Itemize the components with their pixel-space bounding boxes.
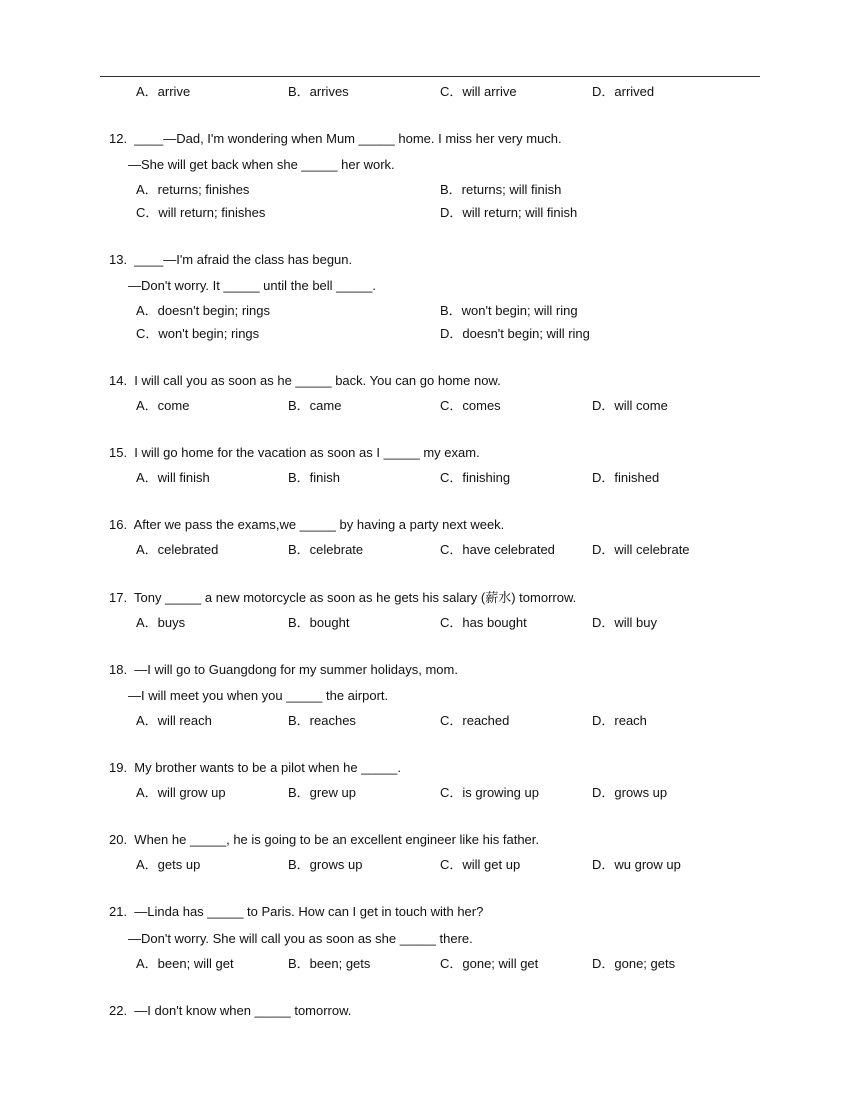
question-20-option-d: D．wu grow up xyxy=(592,857,681,872)
question-21-option-d: D．gone; gets xyxy=(592,956,676,971)
question-12-option-c: C．will return; finishes xyxy=(136,205,266,220)
question-15-option-c: C．finishing xyxy=(440,470,511,485)
question-13-stem: 13. ____—I'm afraid the class has begun. xyxy=(109,252,353,267)
question-17-stem: 17. Tony _____ a new motorcycle as soon as he gets his salary (薪水) tomorrow. xyxy=(109,590,577,605)
header-rule xyxy=(100,76,760,77)
question-17-option-b: B．bought xyxy=(288,615,350,630)
question-20-option-a: A．gets up xyxy=(136,857,201,872)
question-15-option-b: B．finish xyxy=(288,470,341,485)
question-20-option-c: C．will get up xyxy=(440,857,521,872)
question-21-option-b: B．been; gets xyxy=(288,956,371,971)
question-21-option-a: A．been; will get xyxy=(136,956,234,971)
question-13-option-d: D．doesn't begin; will ring xyxy=(440,326,590,341)
question-13-option-b: B．won't begin; will ring xyxy=(440,303,578,318)
question-19-option-d: D．grows up xyxy=(592,785,668,800)
question-19-stem: 19. My brother wants to be a pilot when he _____. xyxy=(109,760,401,775)
question-12-stem: 12. ____—Dad, I'm wondering when Mum _____ home. I miss her very much. xyxy=(109,131,562,146)
question-18-option-b: B．reaches xyxy=(288,713,356,728)
question-12-stem-2: —She will get back when she _____ her work. xyxy=(128,157,395,172)
question-17-option-d: D．will buy xyxy=(592,615,658,630)
question-15-stem: 15. I will go home for the vacation as soon as I _____ my exam. xyxy=(109,445,480,460)
question-14-stem: 14. I will call you as soon as he _____ back. You can go home now. xyxy=(109,373,501,388)
question-14-option-b: B．came xyxy=(288,398,342,413)
option-b: B．arrives xyxy=(288,84,349,99)
question-16-option-d: D．will celebrate xyxy=(592,542,690,557)
option-a: A．arrive xyxy=(136,84,191,99)
question-13-option-a: A．doesn't begin; rings xyxy=(136,303,271,318)
question-18-stem: 18. —I will go to Guangdong for my summer holidays, mom. xyxy=(109,662,458,677)
option-d: D．arrived xyxy=(592,84,655,99)
question-15-option-d: D．finished xyxy=(592,470,660,485)
option-c: C．will arrive xyxy=(440,84,517,99)
question-12-option-a: A．returns; finishes xyxy=(136,182,250,197)
question-13-option-c: C．won't begin; rings xyxy=(136,326,260,341)
question-18-option-d: D．reach xyxy=(592,713,647,728)
question-14-option-d: D．will come xyxy=(592,398,668,413)
question-14-option-a: A．come xyxy=(136,398,190,413)
question-19-option-b: B．grew up xyxy=(288,785,356,800)
question-17-option-a: A．buys xyxy=(136,615,186,630)
question-20-stem: 20. When he _____, he is going to be an excellent engineer like his father. xyxy=(109,832,540,847)
question-21-stem: 21. —Linda has _____ to Paris. How can I get in touch with her? xyxy=(109,904,484,919)
question-19-option-a: A．will grow up xyxy=(136,785,226,800)
question-14-option-c: C．comes xyxy=(440,398,501,413)
question-18-option-a: A．will reach xyxy=(136,713,212,728)
question-16-option-b: B．celebrate xyxy=(288,542,364,557)
question-18-stem-2: —I will meet you when you _____ the airport. xyxy=(128,688,389,703)
question-18-option-c: C．reached xyxy=(440,713,510,728)
question-21-stem-2: —Don't worry. She will call you as soon as she _____ there. xyxy=(128,931,473,946)
question-16-option-c: C．have celebrated xyxy=(440,542,555,557)
question-19-option-c: C．is growing up xyxy=(440,785,539,800)
question-16-stem: 16. After we pass the exams,we _____ by having a party next week. xyxy=(109,517,505,532)
question-16-option-a: A．celebrated xyxy=(136,542,219,557)
question-13-stem-2: —Don't worry. It _____ until the bell _____. xyxy=(128,278,376,293)
question-12-option-b: B．returns; will finish xyxy=(440,182,562,197)
question-22-stem: 22. —I don't know when _____ tomorrow. xyxy=(109,1003,352,1018)
question-15-option-a: A．will finish xyxy=(136,470,210,485)
question-12-option-d: D．will return; will finish xyxy=(440,205,578,220)
question-17-option-c: C．has bought xyxy=(440,615,527,630)
question-20-option-b: B．grows up xyxy=(288,857,363,872)
question-21-option-c: C．gone; will get xyxy=(440,956,539,971)
